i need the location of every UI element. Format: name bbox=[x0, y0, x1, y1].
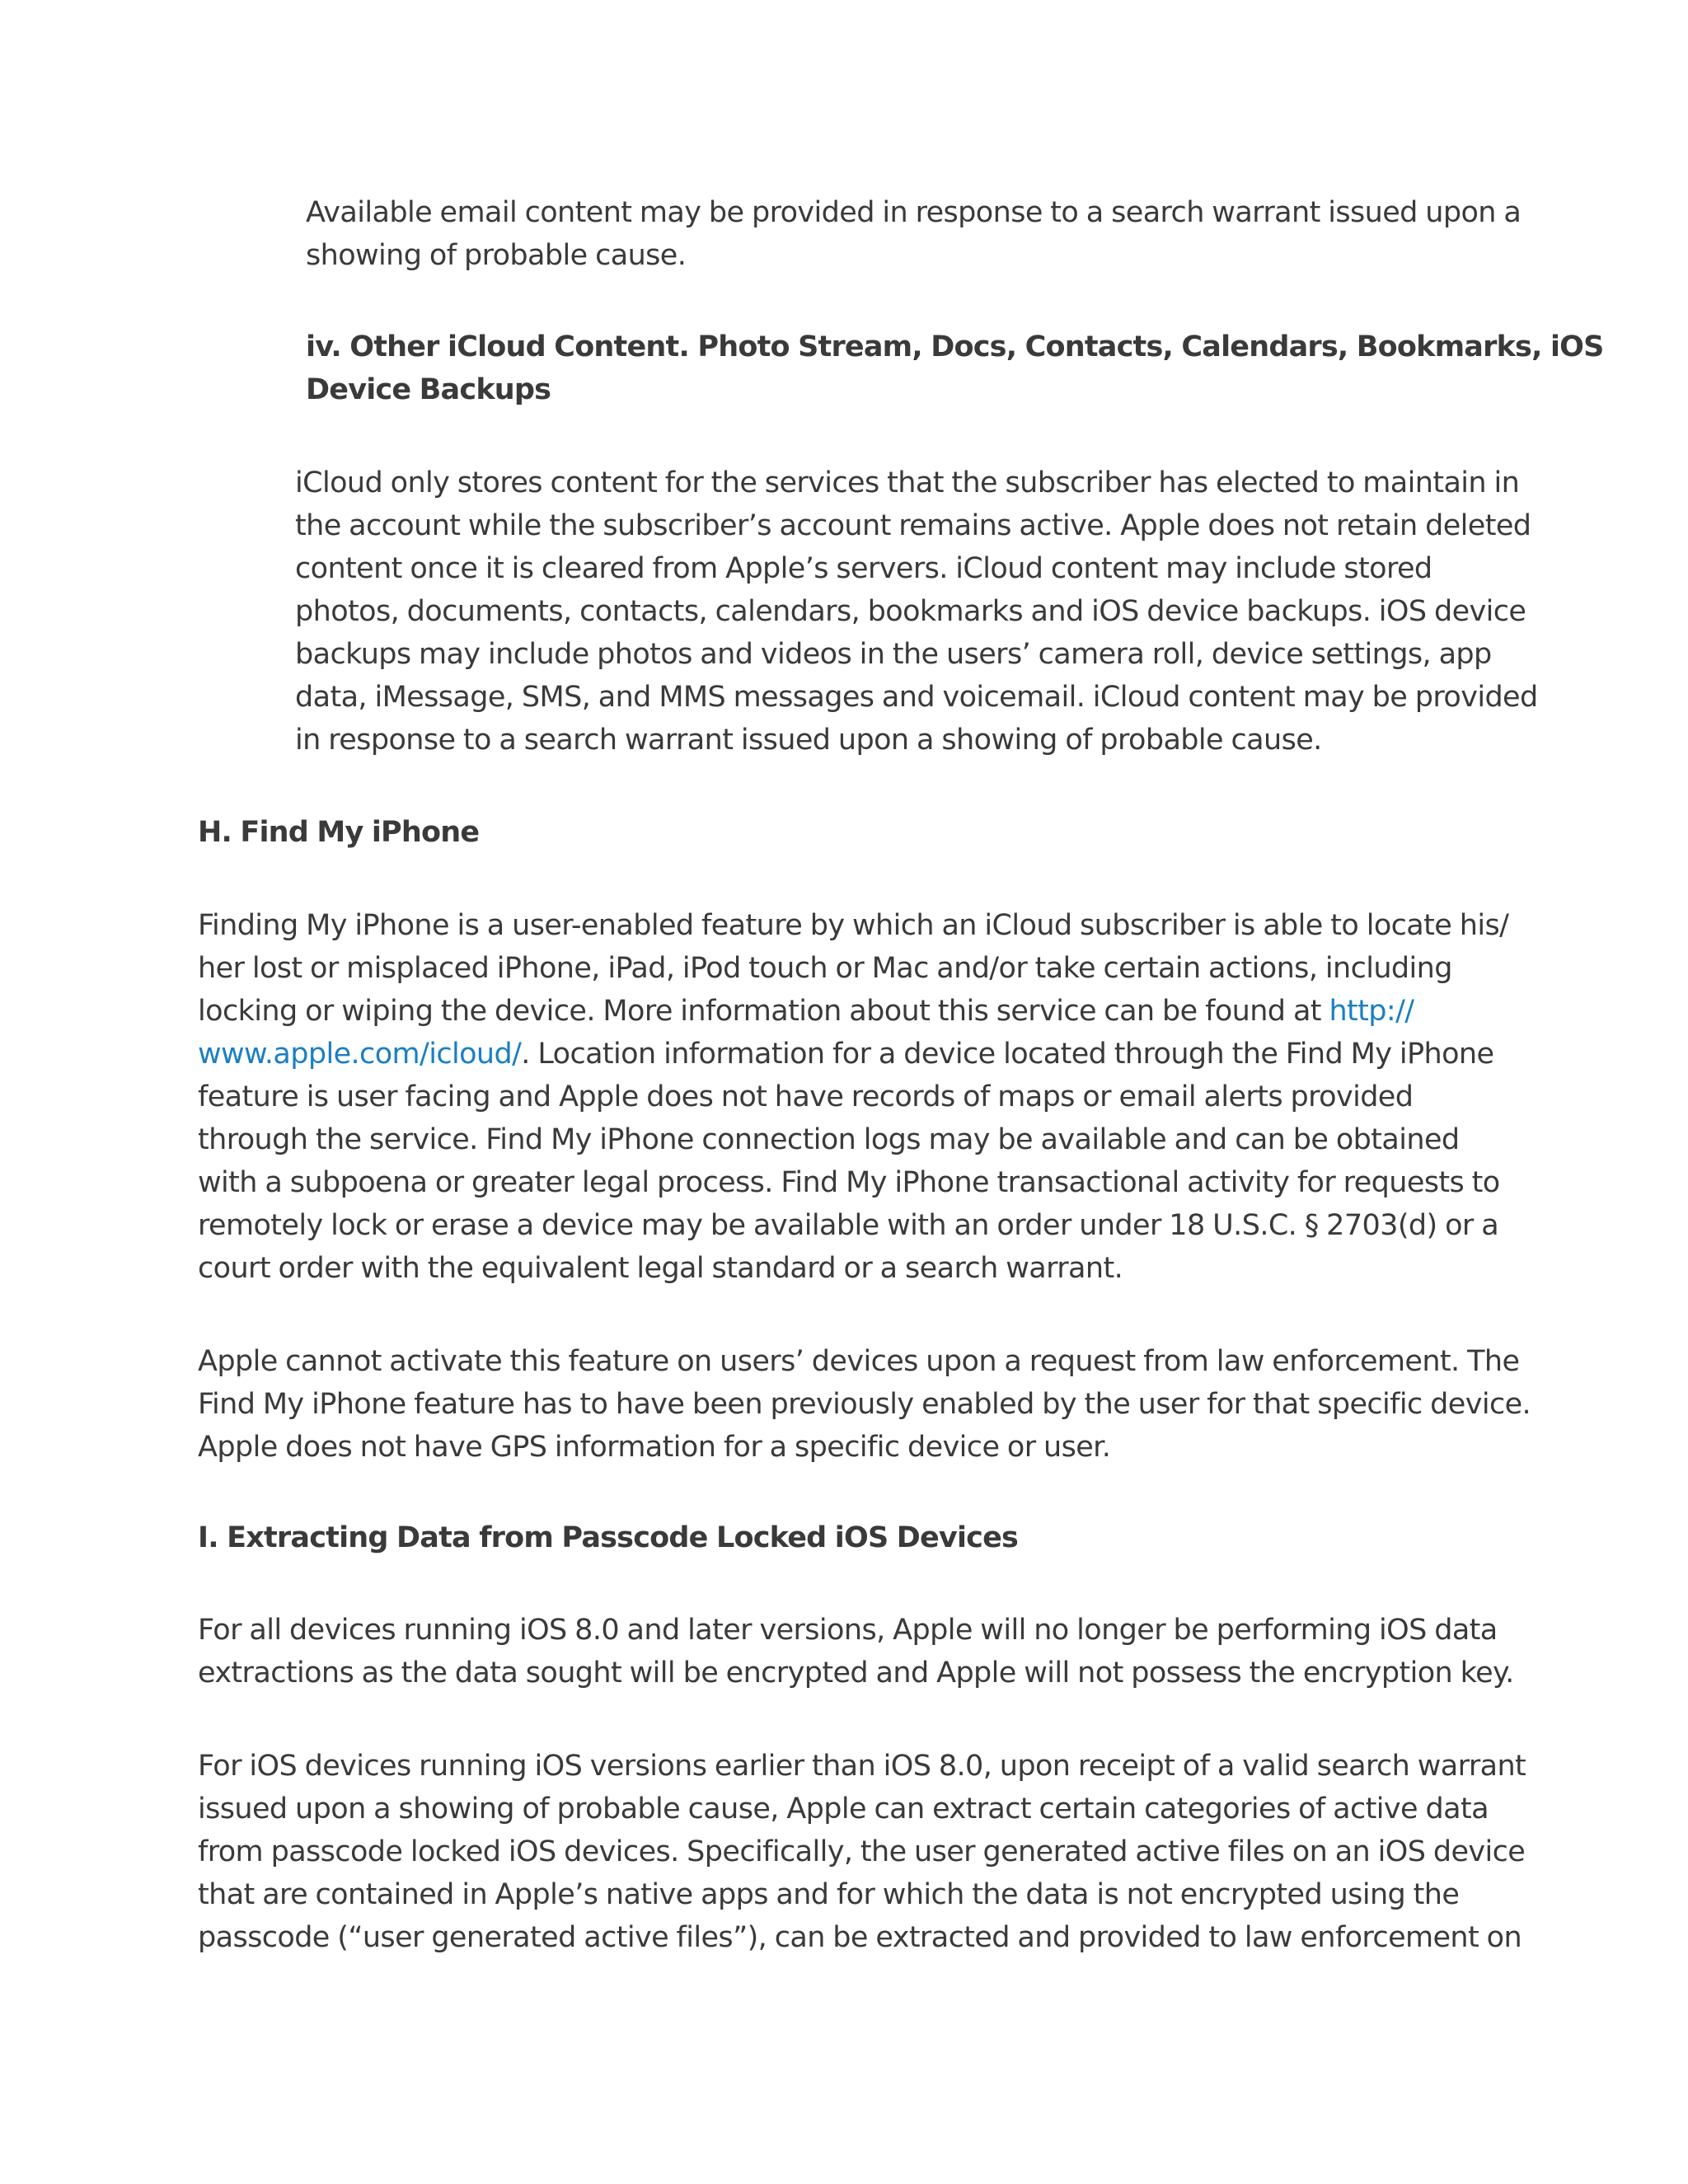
text-line: For iOS devices running iOS versions earlier than iOS 8.0, upon receipt of a valid search warrant bbox=[198, 1750, 1526, 1783]
text-line bbox=[198, 1033, 1508, 1076]
text-line: the account while the subscriber’s account remains active. Apple does not retain deleted bbox=[295, 509, 1531, 542]
text-line bbox=[198, 990, 1508, 1033]
text-run: . Location information for a device located through the Find My iPhone bbox=[521, 1038, 1494, 1071]
find-my-iphone-paragraph bbox=[198, 904, 1508, 1290]
find-my-iphone-activation-paragraph bbox=[198, 1340, 1531, 1469]
text-line: data, iMessage, SMS, and MMS messages and voicemail. iCloud content may be provided bbox=[295, 681, 1538, 714]
text-line: Available email content may be provided in response to a search warrant issued upon a bbox=[306, 196, 1522, 229]
text-line: iCloud only stores content for the services that the subscriber has elected to maintain in bbox=[295, 466, 1520, 499]
heading-line: Device Backups bbox=[306, 373, 551, 406]
icloud-url-link-continued[interactable]: www.apple.com/icloud/ bbox=[198, 1038, 522, 1071]
icloud-content-paragraph bbox=[295, 462, 1538, 762]
text-line: from passcode locked iOS devices. Specifically, the user generated active files on an iOS device bbox=[198, 1835, 1526, 1868]
text-line: Finding My iPhone is a user-enabled feature by which an iCloud subscriber is able to locate his/ bbox=[198, 909, 1509, 942]
icloud-url-link[interactable]: http:// bbox=[1329, 995, 1414, 1028]
text-line: her lost or misplaced iPhone, iPad, iPod touch or Mac and/or take certain actions, including bbox=[198, 952, 1452, 985]
text-line: issued upon a showing of probable cause, Apple can extract certain categories of active data bbox=[198, 1793, 1489, 1825]
heading-line: H. Find My iPhone bbox=[198, 816, 480, 849]
text-line: extractions as the data sought will be encrypted and Apple will not possess the encryption key. bbox=[198, 1657, 1514, 1690]
text-run: locking or wiping the device. More information about this service can be found at bbox=[198, 995, 1329, 1028]
text-line: backups may include photos and videos in the users’ camera roll, device settings, app bbox=[295, 638, 1492, 671]
text-line: content once it is cleared from Apple’s servers. iCloud content may include stored bbox=[295, 552, 1432, 585]
heading-line: iv. Other iCloud Content. Photo Stream, Docs, Contacts, Calendars, Bookmarks, iOS bbox=[306, 330, 1604, 363]
email-content-paragraph bbox=[306, 191, 1521, 277]
text-line: that are contained in Apple’s native apps and for which the data is not encrypted using the bbox=[198, 1878, 1460, 1911]
text-line: Apple does not have GPS information for a specific device or user. bbox=[198, 1431, 1111, 1464]
extracting-pre-ios8-paragraph bbox=[198, 1745, 1526, 1959]
text-line: photos, documents, contacts, calendars, bookmarks and iOS device backups. iOS device bbox=[295, 595, 1526, 628]
text-line: through the service. Find My iPhone connection logs may be available and can be obtained bbox=[198, 1123, 1460, 1156]
extracting-ios8-paragraph bbox=[198, 1609, 1514, 1694]
text-line: Find My iPhone feature has to have been previously enabled by the user for that specific device. bbox=[198, 1388, 1531, 1421]
text-line: in response to a search warrant issued upon a showing of probable cause. bbox=[295, 724, 1322, 757]
section-heading-find-my-iphone bbox=[198, 811, 479, 854]
section-heading-other-icloud-content bbox=[306, 326, 1604, 411]
text-line: passcode (“user generated active files”), can be extracted and provided to law enforcement on bbox=[198, 1921, 1522, 1954]
text-line: For all devices running iOS 8.0 and later versions, Apple will no longer be performing iOS data bbox=[198, 1614, 1498, 1647]
section-heading-extracting-data bbox=[198, 1516, 1018, 1559]
text-line: feature is user facing and Apple does not have records of maps or email alerts provided bbox=[198, 1080, 1414, 1113]
text-line: showing of probable cause. bbox=[306, 239, 687, 272]
text-line: Apple cannot activate this feature on users’ devices upon a request from law enforcement. The bbox=[198, 1345, 1520, 1378]
text-line: court order with the equivalent legal standard or a search warrant. bbox=[198, 1252, 1123, 1285]
text-line: with a subpoena or greater legal process. Find My iPhone transactional activity for requests to bbox=[198, 1166, 1500, 1199]
heading-line: I. Extracting Data from Passcode Locked iOS Devices bbox=[198, 1521, 1019, 1554]
text-line: remotely lock or erase a device may be available with an order under 18 U.S.C. § 2703(d) or a bbox=[198, 1209, 1499, 1242]
